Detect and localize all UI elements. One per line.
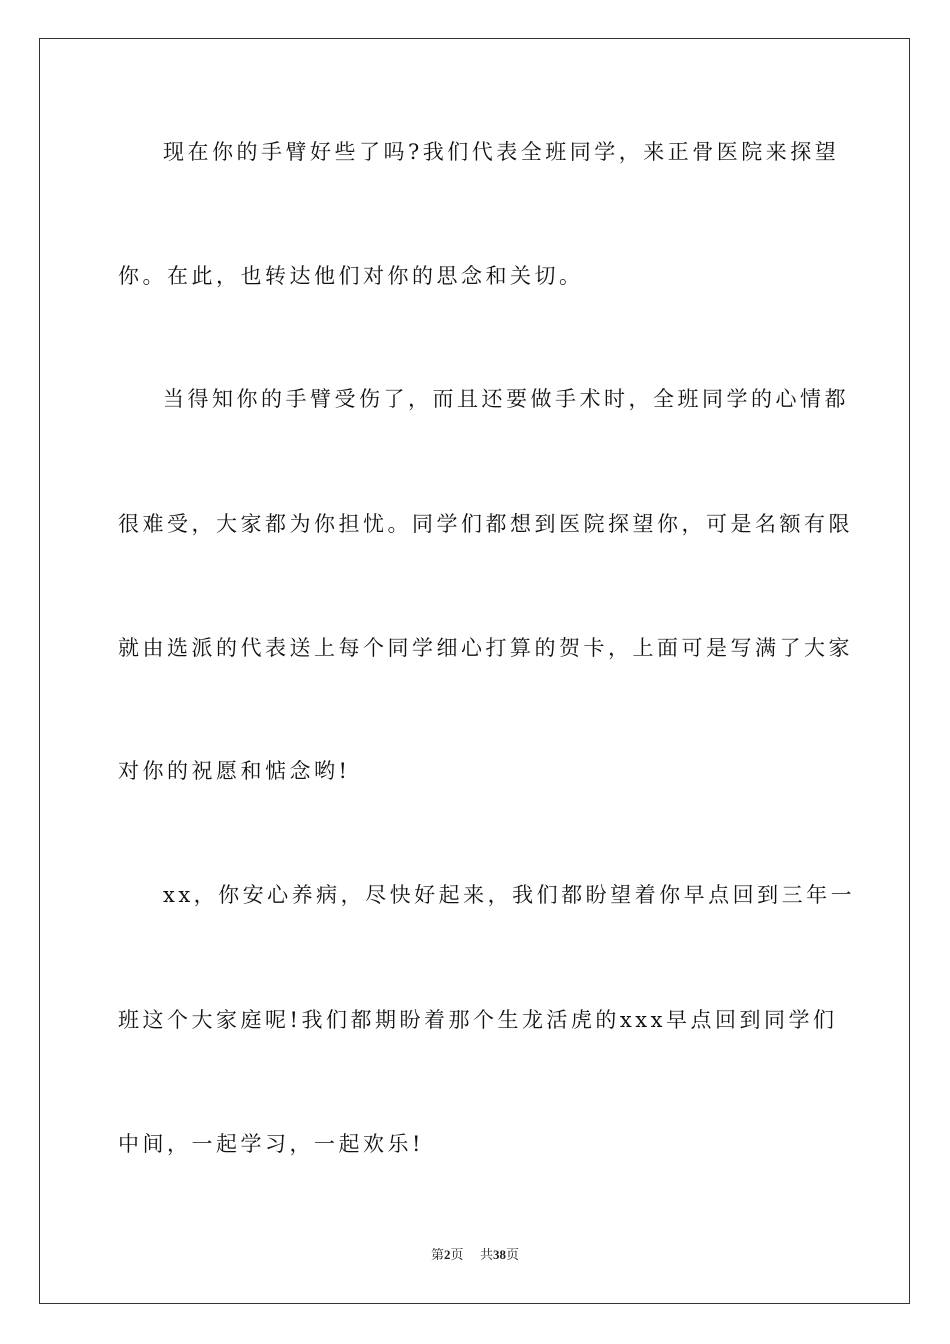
paragraph-2-line-3: 就由选派的代表送上每个同学细心打算的贺卡，上面可是写满了大家 [118, 636, 853, 660]
total-suffix: 页 [506, 1248, 520, 1263]
page-prefix: 第 [430, 1248, 444, 1263]
total-prefix: 共 [480, 1248, 494, 1263]
page-number: 2 [443, 1247, 451, 1262]
paragraph-3-line-2: 班这个大家庭呢!我们都期盼着那个生龙活虎的xxx早点回到同学们 [118, 1008, 838, 1032]
paragraph-3-line-3: 中间，一起学习，一起欢乐! [118, 1132, 424, 1156]
page-footer [0, 1246, 950, 1265]
paragraph-2-line-2: 很难受，大家都为你担忧。同学们都想到医院探望你，可是名额有限 [118, 512, 853, 536]
paragraph-3-line-1: xx，你安心养病，尽快好起来，我们都盼望着你早点回到三年一 [163, 883, 856, 907]
paragraph-1-line-2: 你。在此，也转达他们对你的思念和关切。 [118, 264, 584, 288]
total-pages: 38 [493, 1247, 507, 1262]
paragraph-2-line-4: 对你的祝愿和惦念哟! [118, 759, 351, 783]
page-suffix: 页 [450, 1248, 464, 1263]
paragraph-1-line-1: 现在你的手臂好些了吗?我们代表全班同学，来正骨医院来探望 [163, 140, 840, 164]
page-border [39, 38, 910, 1304]
paragraph-2-line-1: 当得知你的手臂受伤了，而且还要做手术时，全班同学的心情都 [163, 387, 849, 411]
